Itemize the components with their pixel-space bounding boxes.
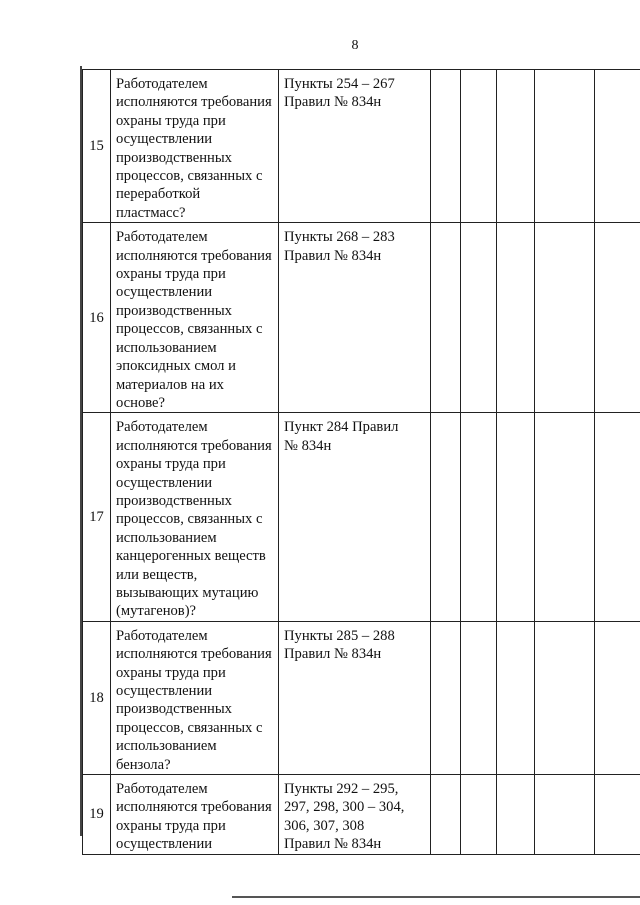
answer-cell[interactable] [431,621,461,774]
answer-cell[interactable] [595,223,640,413]
question-line: процессов, связанных с [116,719,263,736]
question-line: Работодателем [116,76,208,92]
question-line: основе? [116,394,166,411]
question-line: Работодателем [116,781,208,798]
checklist-table [82,69,640,855]
row-number: 17 [83,413,111,621]
question-line: осуществлении [116,284,213,301]
answer-cell[interactable] [431,223,461,413]
question-line: осуществлении [116,474,213,491]
question-line: процессов, связанных с [116,321,263,338]
question-line: эпоксидных смол и [116,358,236,375]
reference-line: Пункты 292 – 295, [284,781,399,798]
table-row [83,775,640,855]
row-number: 18 [83,621,111,774]
answer-cell[interactable] [431,70,461,223]
question-line: использованием [116,738,217,755]
question-line: охраны труда при [116,817,226,834]
question-line: использованием [116,529,217,546]
answer-cell[interactable] [535,775,595,855]
answer-cell[interactable] [535,621,595,774]
answer-cell[interactable] [497,413,535,621]
question-cell [111,70,279,223]
question-line: исполняются требования [116,94,272,111]
question-line: производственных [116,149,232,166]
question-line: процессов, связанных с [116,168,263,185]
question-line: осуществлении [116,683,213,699]
question-line: бензола? [116,756,171,773]
question-line: (мутагенов)? [116,603,197,620]
question-line: исполняются требования [116,247,272,264]
question-cell [111,775,279,855]
bottom-scan-line [232,896,640,898]
question-line: исполняются требования [116,437,272,454]
question-line: осуществлении [116,836,213,853]
row-number: 15 [83,70,111,223]
answer-cell[interactable] [461,223,497,413]
reference-line: Правил № 834н [284,247,382,264]
answer-cell[interactable] [535,223,595,413]
question-line: вызывающих мутацию [116,584,259,601]
question-line: охраны труда при [116,456,226,473]
question-line: пластмасс? [116,204,186,221]
reference-line: № 834н [284,437,332,454]
table-row [83,223,640,413]
reference-line: Пункт 284 Правил [284,419,399,436]
question-line: производственных [116,302,232,319]
reference-line: Правил № 834н [284,836,382,853]
row-number: 16 [83,223,111,413]
answer-cell[interactable] [461,413,497,621]
question-line: охраны труда при [116,266,226,283]
question-line: канцерогенных веществ [116,548,266,565]
reference-cell [279,775,431,855]
question-line: осуществлении [116,131,213,148]
reference-line: 306, 307, 308 [284,817,365,834]
answer-cell[interactable] [497,621,535,774]
answer-cell[interactable] [497,775,535,855]
question-cell [111,621,279,774]
question-line: или веществ, [116,566,198,583]
reference-cell [279,223,431,413]
reference-cell [279,70,431,223]
question-cell [111,223,279,413]
reference-line: Правил № 834н [284,646,382,663]
question-line: производственных [116,492,232,509]
answer-cell[interactable] [461,621,497,774]
question-cell [111,413,279,621]
reference-cell [279,413,431,621]
question-line: Работодателем [116,229,208,246]
answer-cell[interactable] [535,413,595,621]
answer-cell[interactable] [595,621,640,774]
question-line: производственных [116,701,232,718]
answer-cell[interactable] [595,70,640,223]
question-line: Работодателем [116,419,208,436]
answer-cell[interactable] [461,70,497,223]
reference-line: Пункты 254 – 267 [284,76,395,92]
question-line: охраны труда при [116,112,226,129]
reference-line: Правил № 834н [284,94,382,111]
answer-cell[interactable] [461,775,497,855]
reference-line: Пункты 285 – 288 [284,627,395,644]
reference-cell [279,621,431,774]
answer-cell[interactable] [595,413,640,621]
question-line: материалов на их [116,376,224,393]
page-number: 8 [351,38,359,53]
answer-cell[interactable] [535,70,595,223]
reference-line: Пункты 268 – 283 [284,229,395,246]
question-line: использованием [116,339,217,356]
question-line: исполняются требования [116,799,272,816]
question-line: охраны труда при [116,664,226,681]
answer-cell[interactable] [497,223,535,413]
answer-cell[interactable] [431,775,461,855]
row-number: 19 [83,775,111,855]
answer-cell[interactable] [497,70,535,223]
answer-cell[interactable] [431,413,461,621]
table-row [83,70,640,223]
question-line: Работодателем [116,627,208,644]
table-row [83,621,640,774]
table-row [83,413,640,621]
reference-line: 297, 298, 300 – 304, [284,799,405,816]
question-line: исполняются требования [116,646,272,663]
question-line: процессов, связанных с [116,511,263,528]
answer-cell[interactable] [595,775,640,855]
question-line: переработкой [116,186,201,203]
